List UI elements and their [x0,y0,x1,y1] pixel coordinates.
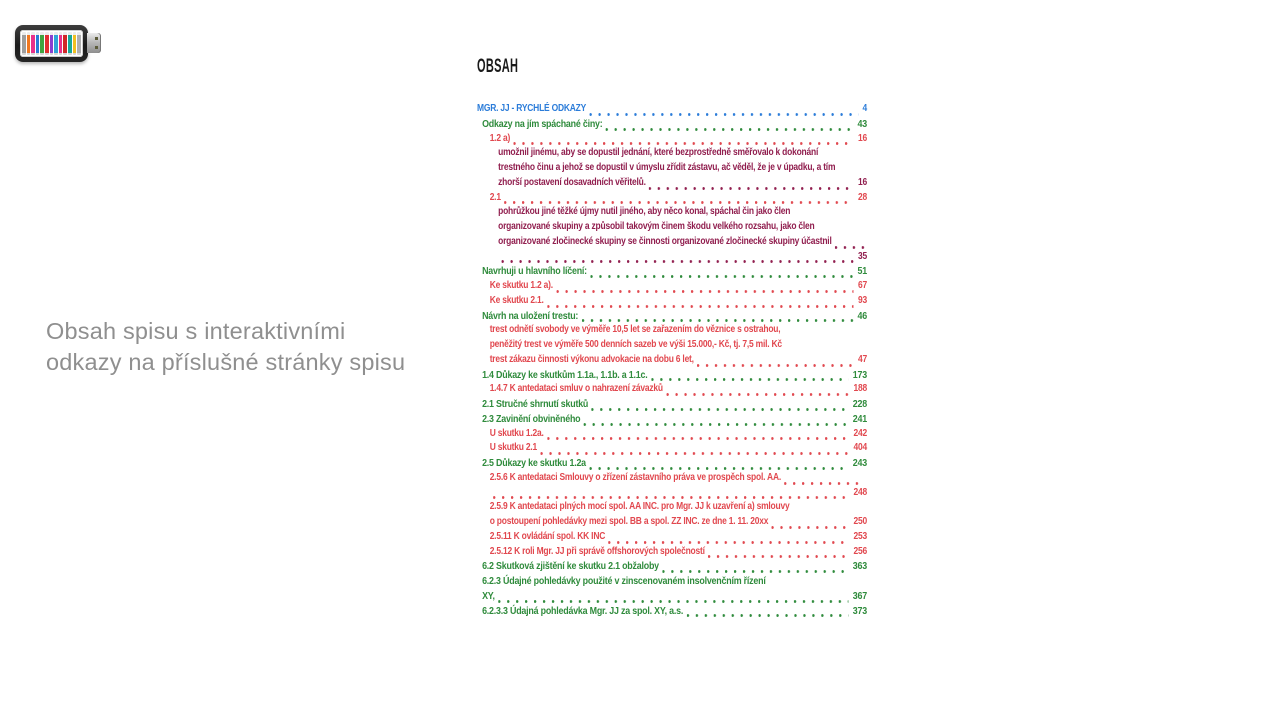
page-number: 253 [853,530,868,542]
toc-row[interactable] [477,221,867,236]
toc-entry-text: 2.5.11 K ovládání spol. KK INC [489,530,606,542]
toc-row[interactable] [477,398,867,413]
dot-leader [493,496,849,499]
page-number: 4 [862,103,868,114]
toc-entry-text: 2.1 [489,191,501,203]
dot-leader [513,142,853,145]
toc-row[interactable] [477,354,867,369]
page-number: 16 [858,132,868,144]
dot-leader [708,555,849,558]
dot-leader [547,305,854,308]
dot-leader [592,408,849,411]
toc-row[interactable] [477,516,867,531]
toc-entry-text: Ke skutku 1.2 a). [489,280,553,291]
caption-line-2: odkazy na příslušné stránky spisu [46,349,406,375]
dot-leader [651,378,849,381]
toc-entry-text: XY, [482,589,495,602]
usb-binder-stripe [63,32,67,55]
usb-binder-stripe [40,32,44,55]
dot-leader [504,201,854,204]
toc-entry-text: pohrůžkou jiné těžké újmy nutil jiného, aby něco konal, spáchal čin jako člen [498,206,791,218]
toc-entry-text: Odkazy na jím spáchané činy: [482,117,603,130]
toc-row[interactable] [477,442,867,457]
toc-row[interactable] [477,575,867,590]
page-number: 248 [853,486,868,498]
toc-row[interactable] [477,251,867,266]
usb-binders-row [20,30,83,57]
dot-leader [582,319,854,322]
toc-entry-text: 2.5.6 K antedataci Smlouvy o zřízení zástavního práva ve prospěch spol. AA. [489,471,781,483]
toc-row[interactable] [477,295,867,310]
dot-leader [556,290,854,293]
dot-leader [498,600,848,603]
toc-entry-text: zhorší postavení dosavadních věřitelů. [498,176,646,188]
dot-leader [784,482,864,485]
usb-binder-stripe [50,32,54,55]
toc-row[interactable] [477,147,867,162]
toc-row[interactable] [477,531,867,546]
page-number: 363 [852,560,868,573]
toc-entry-text: U skutku 1.2a. [489,427,544,439]
page-title: OBSAH [477,56,519,77]
dot-leader [589,113,858,116]
usb-connector [87,33,101,53]
usb-drive-body [15,25,88,62]
toc-entry-text: peněžitý trest ve výměře 500 denních sazeb ve výši 15.000,- Kč, tj. 7,5 mil. Kč [489,339,782,350]
toc-entry-text: organizované zločinecké skupiny se činnosti organizované zločinecké skupiny účastnil [498,235,832,247]
table-of-contents [477,56,867,619]
toc-row[interactable] [477,192,867,207]
page-number: 28 [858,191,868,203]
toc-entry-text: 6.2.3.3 Údajná pohledávka Mgr. JJ za spol. XY, a.s. [482,604,684,617]
usb-binder-stripe [54,32,58,55]
page-number: 46 [857,309,868,322]
toc-entry-text: trest zákazu činnosti výkonu advokacie na dobu 6 let, [489,353,694,365]
toc-row[interactable] [477,369,867,384]
toc-entry-text: organizované skupiny a způsobil takovým činem škodu velkého rozsahu, jako člen [498,221,815,232]
dot-leader [772,526,850,529]
toc-row[interactable] [477,501,867,516]
page-number: 256 [853,545,868,557]
dot-leader [835,246,864,249]
toc-row[interactable] [477,324,867,339]
page-number: 93 [858,294,868,306]
toc-row[interactable] [477,206,867,221]
toc-entry-text: 6.2.3 Údajné pohledávky použité v zinscenovaném insolvenčním řízení [482,575,766,587]
page-number: 188 [853,383,868,395]
toc-entry-text: umožnil jinému, aby se dopustil jednání, které bezprostředně směřovalo k dokonání [498,147,819,159]
toc-entry-text: o postoupení pohledávky mezi spol. BB a spol. ZZ INC. ze dne 1. 11. 20xx [489,516,769,527]
toc-entry-text: Navrhuji u hlavního líčení: [482,265,587,278]
page-number: 47 [858,353,868,365]
toc-row[interactable] [477,133,867,148]
toc-row[interactable] [477,162,867,177]
toc-row[interactable] [477,546,867,561]
toc-row[interactable] [477,487,867,502]
dot-leader [540,452,849,455]
toc-row[interactable] [477,118,867,133]
toc-row[interactable] [477,339,867,354]
toc-entry-text: 2.5 Důkazy ke skutku 1.2a [482,457,586,469]
toc-entry-text: trest odnětí svobody ve výměře 10,5 let se zařazením do věznice s ostrahou, [489,324,781,336]
toc-entry-text: 2.3 Zavinění obviněného [482,412,581,425]
toc-row[interactable] [477,280,867,295]
toc-row[interactable] [477,310,867,325]
toc-entry-text: 1.4.7 K antedataci smluv o nahrazení závazků [489,383,663,395]
page-number: 16 [858,176,868,188]
toc-entry-text: Ke skutku 2.1. [489,294,544,306]
toc-entry-text: U skutku 2.1 [489,442,537,454]
dot-leader [606,128,853,131]
usb-binder-stripe [27,32,31,55]
usb-binder-stripe [22,32,26,55]
usb-binder-stripe [31,32,35,55]
toc-row[interactable] [477,590,867,605]
page-number: 173 [852,368,868,381]
dot-leader [662,570,848,573]
caption-line-1: Obsah spisu s interaktivními [46,318,346,344]
usb-binder-stripe [73,32,77,55]
page-caption [46,316,405,378]
toc-row[interactable] [477,605,867,620]
toc-row[interactable] [477,236,867,251]
toc-row[interactable] [477,560,867,575]
toc-entry-text: 2.5.12 K roli Mgr. JJ při správě offshorových společností [489,545,705,557]
usb-binder-stripe [68,32,72,55]
usb-binder-stripe [45,32,49,55]
toc-row[interactable] [477,103,867,118]
toc-entry-text: Návrh na uložení trestu: [482,309,579,322]
toc-entry-text: 2.1 Stručné shrnutí skutků [482,398,589,410]
usb-binder-stripe [59,32,63,55]
page-number: 367 [852,589,868,602]
page-number: 43 [857,117,868,130]
toc-list [477,103,867,619]
page-number: 404 [853,442,868,454]
dot-leader [697,364,854,367]
dot-leader [649,187,854,190]
page-number: 35 [858,250,868,262]
dot-leader [590,275,853,278]
dot-leader [609,541,850,544]
toc-entry-text: 1.4 Důkazy ke skutkům 1.1a., 1.1b. a 1.1c. [482,368,648,381]
dot-leader [547,437,849,440]
dot-leader [666,393,849,396]
toc-entry-text: MGR. JJ - RYCHLÉ ODKAZY [477,103,587,114]
dot-leader [589,467,848,470]
page-number: 242 [853,427,868,439]
page-number: 51 [857,265,868,278]
toc-row[interactable] [477,413,867,428]
dot-leader [686,614,848,617]
page-number: 241 [852,412,868,425]
page-number: 228 [852,398,868,410]
toc-entry-text: 1.2 a) [489,132,511,144]
page-number: 373 [852,604,868,617]
toc-row[interactable] [477,428,867,443]
toc-entry-text: 6.2 Skutková zjištění ke skutku 2.1 obžaloby [482,560,659,573]
toc-row[interactable] [477,472,867,487]
dot-leader [584,423,849,426]
usb-flash-drive-image [14,20,106,66]
toc-row[interactable] [477,457,867,472]
toc-row[interactable] [477,177,867,192]
page-number: 67 [858,280,868,291]
toc-entry-text: trestného činu a jehož se dopustil v úmyslu zřídit zástavu, ač věděl, že je v úpadku, a tím [498,162,836,173]
page-number: 243 [852,457,868,469]
page-number: 250 [853,516,868,527]
toc-row[interactable] [477,265,867,280]
usb-binder-stripe [77,32,81,55]
dot-leader [502,260,854,263]
toc-entry-text: 2.5.9 K antedataci plných mocí spol. AA INC. pro Mgr. JJ k uzavření a) smlouvy [489,501,790,513]
usb-binder-stripe [36,32,40,55]
toc-row[interactable] [477,383,867,398]
